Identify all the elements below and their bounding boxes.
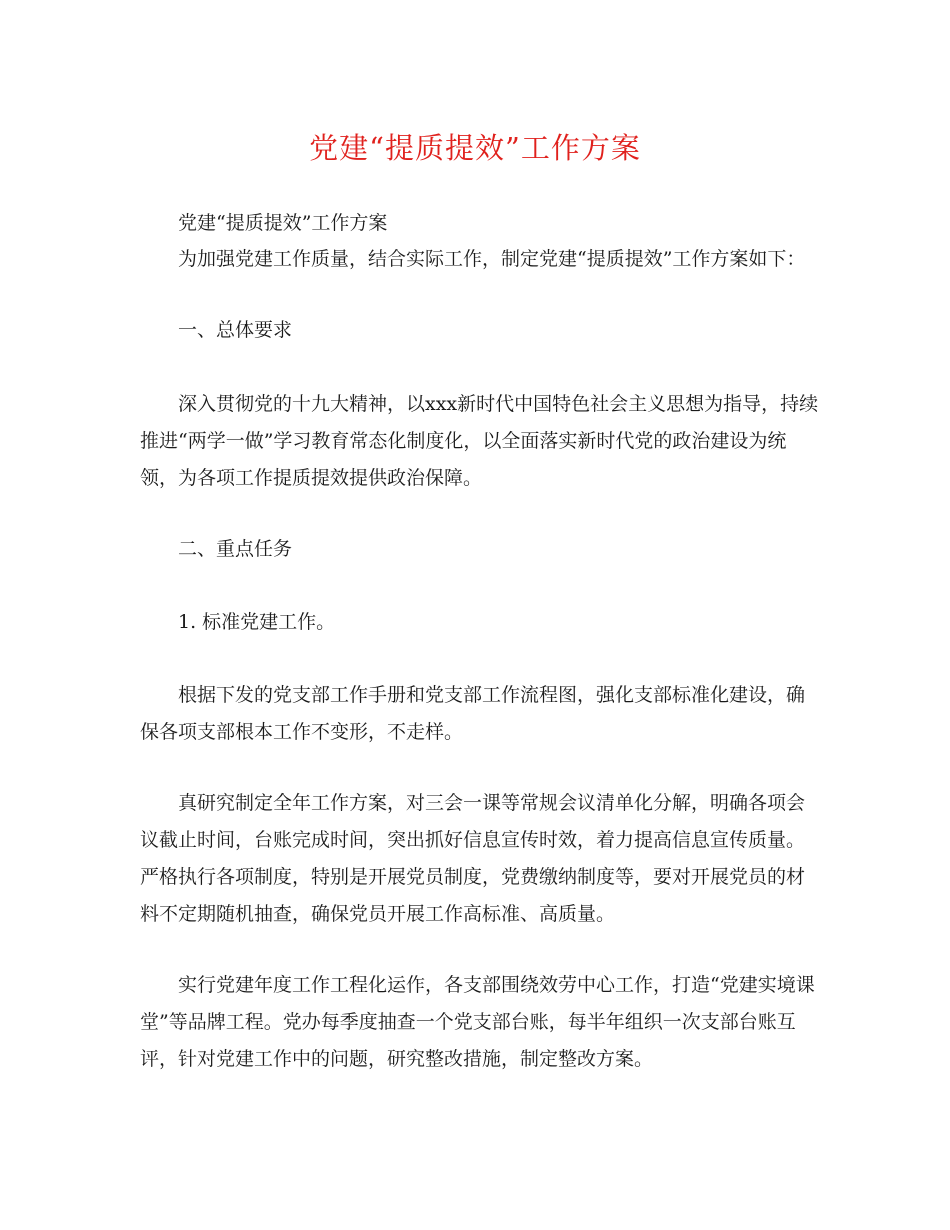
section-body-general: 深入贯彻党的十九大精神，以xxx新时代中国特色社会主义思想为指导，持续推进“两学一做”学习教育常态化制度化，以全面落实新时代党的政治建设为统领，为各项工作提质提效提供政治保障。 [140, 393, 819, 489]
paragraph-standardization: 根据下发的党支部工作手册和党支部工作流程图，强化支部标准化建设，确保各项支部根本工作不变形，不走样。 [140, 684, 806, 743]
section-heading-general: 一、总体要求 [178, 319, 293, 341]
document-subtitle: 党建“提质提效”工作方案 [178, 212, 388, 234]
intro-paragraph: 为加强党建工作质量，结合实际工作，制定党建“提质提效”工作方案如下： [178, 248, 806, 270]
paragraph-annual-plan: 真研究制定全年工作方案，对三会一课等常规会议清单化分解，明确各项会议截止时间，台账完成时间，突出抓好信息宣传时效，着力提高信息宣传质量。严格执行各项制度，特别是开展党员制度，党费缴纳制度等，要对开展党员的材料不定期随机抽查，确保党员开展工作高标准、高质量。 [140, 792, 806, 925]
section-heading-tasks: 二、重点任务 [178, 538, 293, 560]
paragraph-engineering-operation: 实行党建年度工作工程化运作，各支部围绕效劳中心工作，打造“党建实境课堂”等品牌工程。党办每季度抽查一个党支部台账，每半年组织一次支部台账互评，针对党建工作中的问题，研究整改措施，制定整改方案。 [140, 974, 815, 1070]
document-title: 党建“提质提效”工作方案 [309, 131, 641, 165]
item-heading-standard-party-building: 1. 标准党建工作。 [178, 611, 336, 633]
